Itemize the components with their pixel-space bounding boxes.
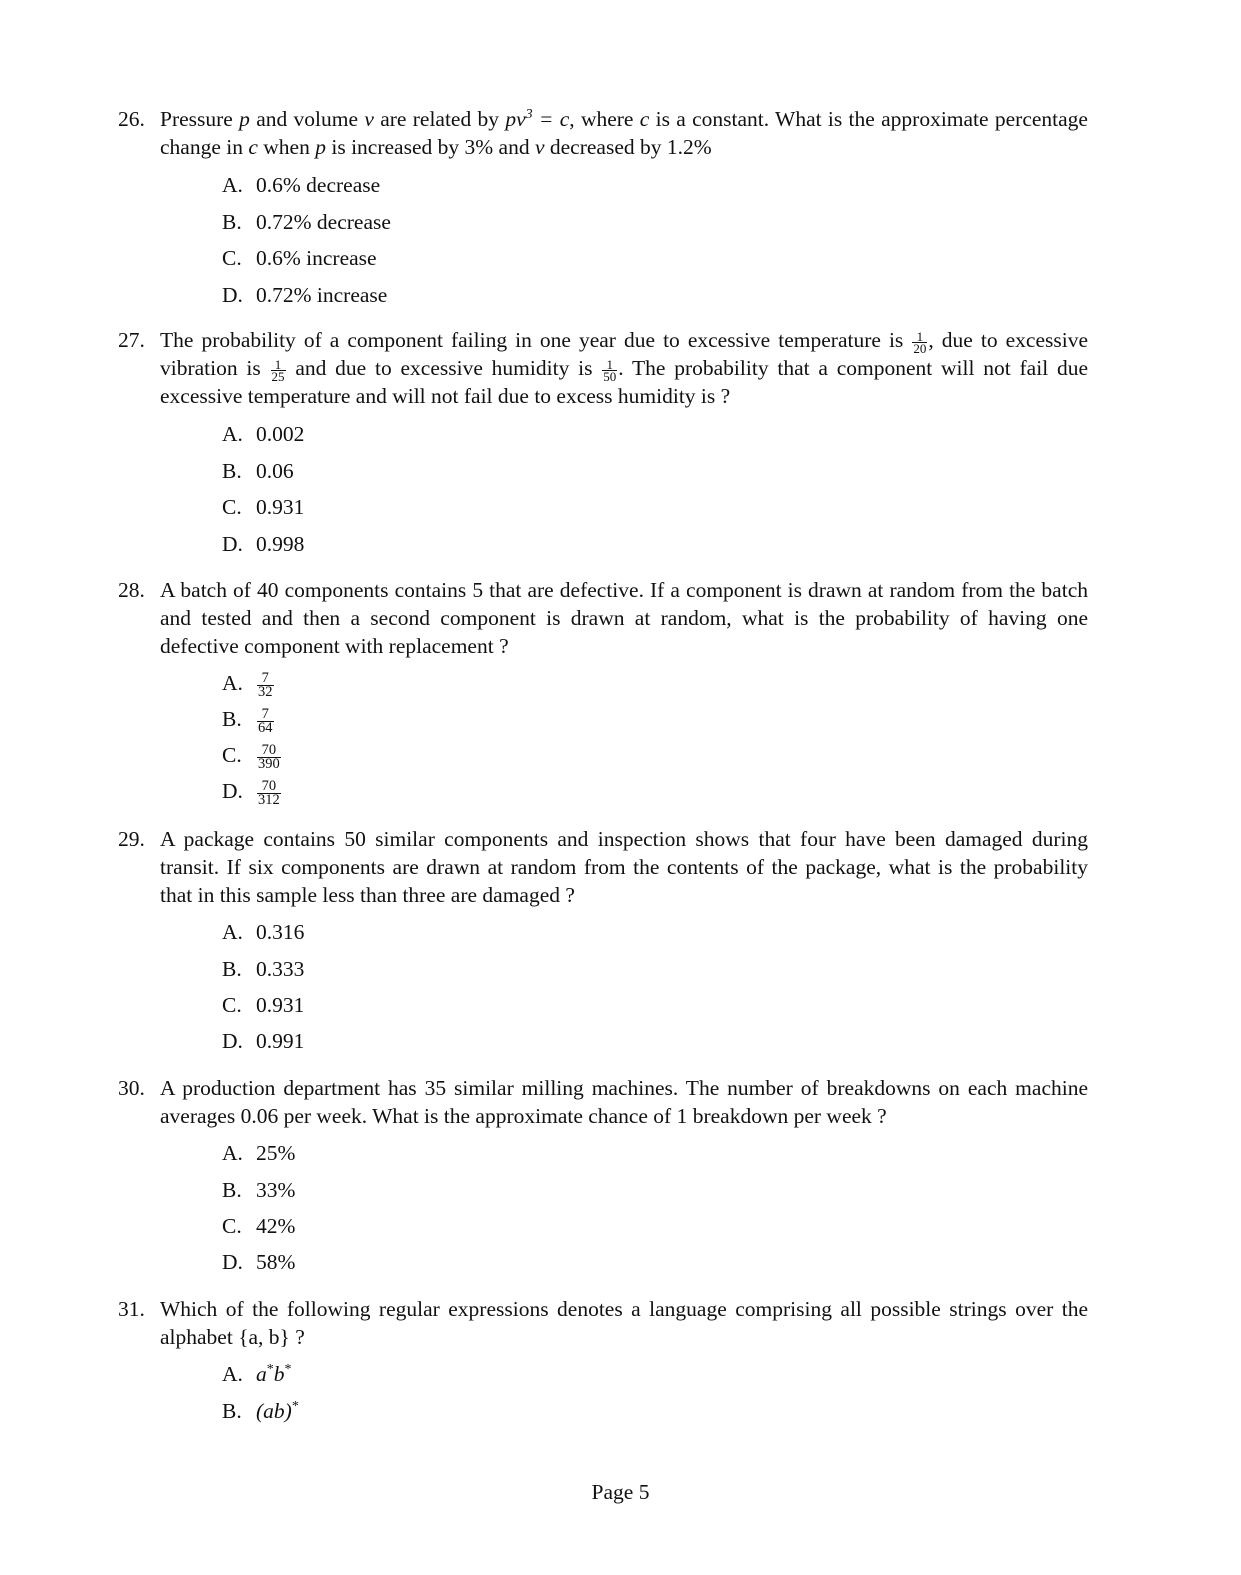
question-text: A batch of 40 components contains 5 that are defective. If a component is drawn at random from the batch and tested and then a second component is drawn at random, what is the probability of having one defective component with replacement ?: [160, 578, 1088, 658]
page-number: Page 5: [591, 1480, 650, 1504]
fraction: $\frac{1}{25}$: [271, 356, 285, 384]
option-b: B. 0.72% decrease: [222, 210, 391, 234]
question-number: 28.: [118, 578, 145, 602]
question-number: 31.: [118, 1297, 145, 1321]
option-d: D. 58%: [222, 1250, 296, 1274]
option-d: D. 0.72% increase: [222, 283, 388, 307]
option-c: C. $\frac{70}{390}$: [222, 741, 280, 772]
formula: $pv^3 = c$: [505, 106, 570, 131]
question-number: 29.: [118, 827, 145, 851]
option-a: A. 0.6% decrease: [222, 173, 381, 197]
option-a: A. 25%: [222, 1141, 296, 1165]
question-26: [118, 105, 1088, 161]
question-number: 26.: [118, 107, 145, 131]
option-c: C. 0.931: [222, 495, 305, 519]
option-b: B. 33%: [222, 1178, 296, 1202]
question-text: A production department has 35 similar milling machines. The number of breakdowns on each machine averages 0.06 per week. What is the approximate chance of 1 breakdown per week ?: [160, 1076, 1088, 1128]
option-c: C. 0.931: [222, 993, 305, 1017]
question-text: A package contains 50 similar components and inspection shows that four have been damaged during transit. If six components are drawn at random from the contents of the package, what is the probability that in this sample less than three are damaged ?: [160, 827, 1088, 907]
question-text: Which of the following regular expressions denotes a language comprising all possible strings over the alphabet {a, b} ?: [160, 1297, 1088, 1349]
question-31: [118, 1295, 1088, 1351]
option-d: D. $\frac{70}{312}$: [222, 777, 280, 808]
fraction: $\frac{70}{390}$: [258, 741, 280, 772]
option-d: D. 0.991: [222, 1029, 305, 1053]
question-28: [118, 576, 1088, 660]
fraction: $\frac{7}{32}$: [258, 669, 273, 700]
option-c: C. 42%: [222, 1214, 296, 1238]
question-number: 30.: [118, 1076, 145, 1100]
fraction: $\frac{70}{312}$: [258, 777, 280, 808]
option-a: A. 0.002: [222, 422, 305, 446]
question-27: [118, 326, 1088, 410]
option-c: C. 0.6% increase: [222, 246, 377, 270]
question-29: [118, 825, 1088, 909]
option-b: B. (ab)*: [222, 1398, 299, 1423]
option-a: A. $\frac{7}{32}$: [222, 669, 273, 700]
option-a: A. a*b*: [222, 1361, 292, 1386]
option-a: A. 0.316: [222, 920, 305, 944]
fraction: $\frac{1}{20}$: [913, 328, 927, 356]
fraction: $\frac{7}{64}$: [258, 705, 273, 736]
question-30: [118, 1074, 1088, 1130]
fraction: $\frac{1}{50}$: [603, 356, 617, 384]
option-b: B. 0.333: [222, 957, 305, 981]
option-b: B. $\frac{7}{64}$: [222, 705, 273, 736]
option-d: D. 0.998: [222, 532, 305, 556]
question-number: 27.: [118, 328, 145, 352]
question-text: Pressure p and volume v are related by $pv^3 = c$, where c is a constant. What is the approximate percentage change in c when p is increased by 3% and v decreased by 1.2%: [160, 106, 1088, 159]
question-text: The probability of a component failing in one year due to excessive temperature is $\frac{1}{20}$ , due to excessive vibration is $\frac{1}{25}$ and due to excessive humidity is $\frac{1}{50}$ . The probability that a component will not fail due excessive temperature and will not fail due to excess humidity is ?: [160, 328, 1089, 408]
option-b: B. 0.06: [222, 459, 294, 483]
